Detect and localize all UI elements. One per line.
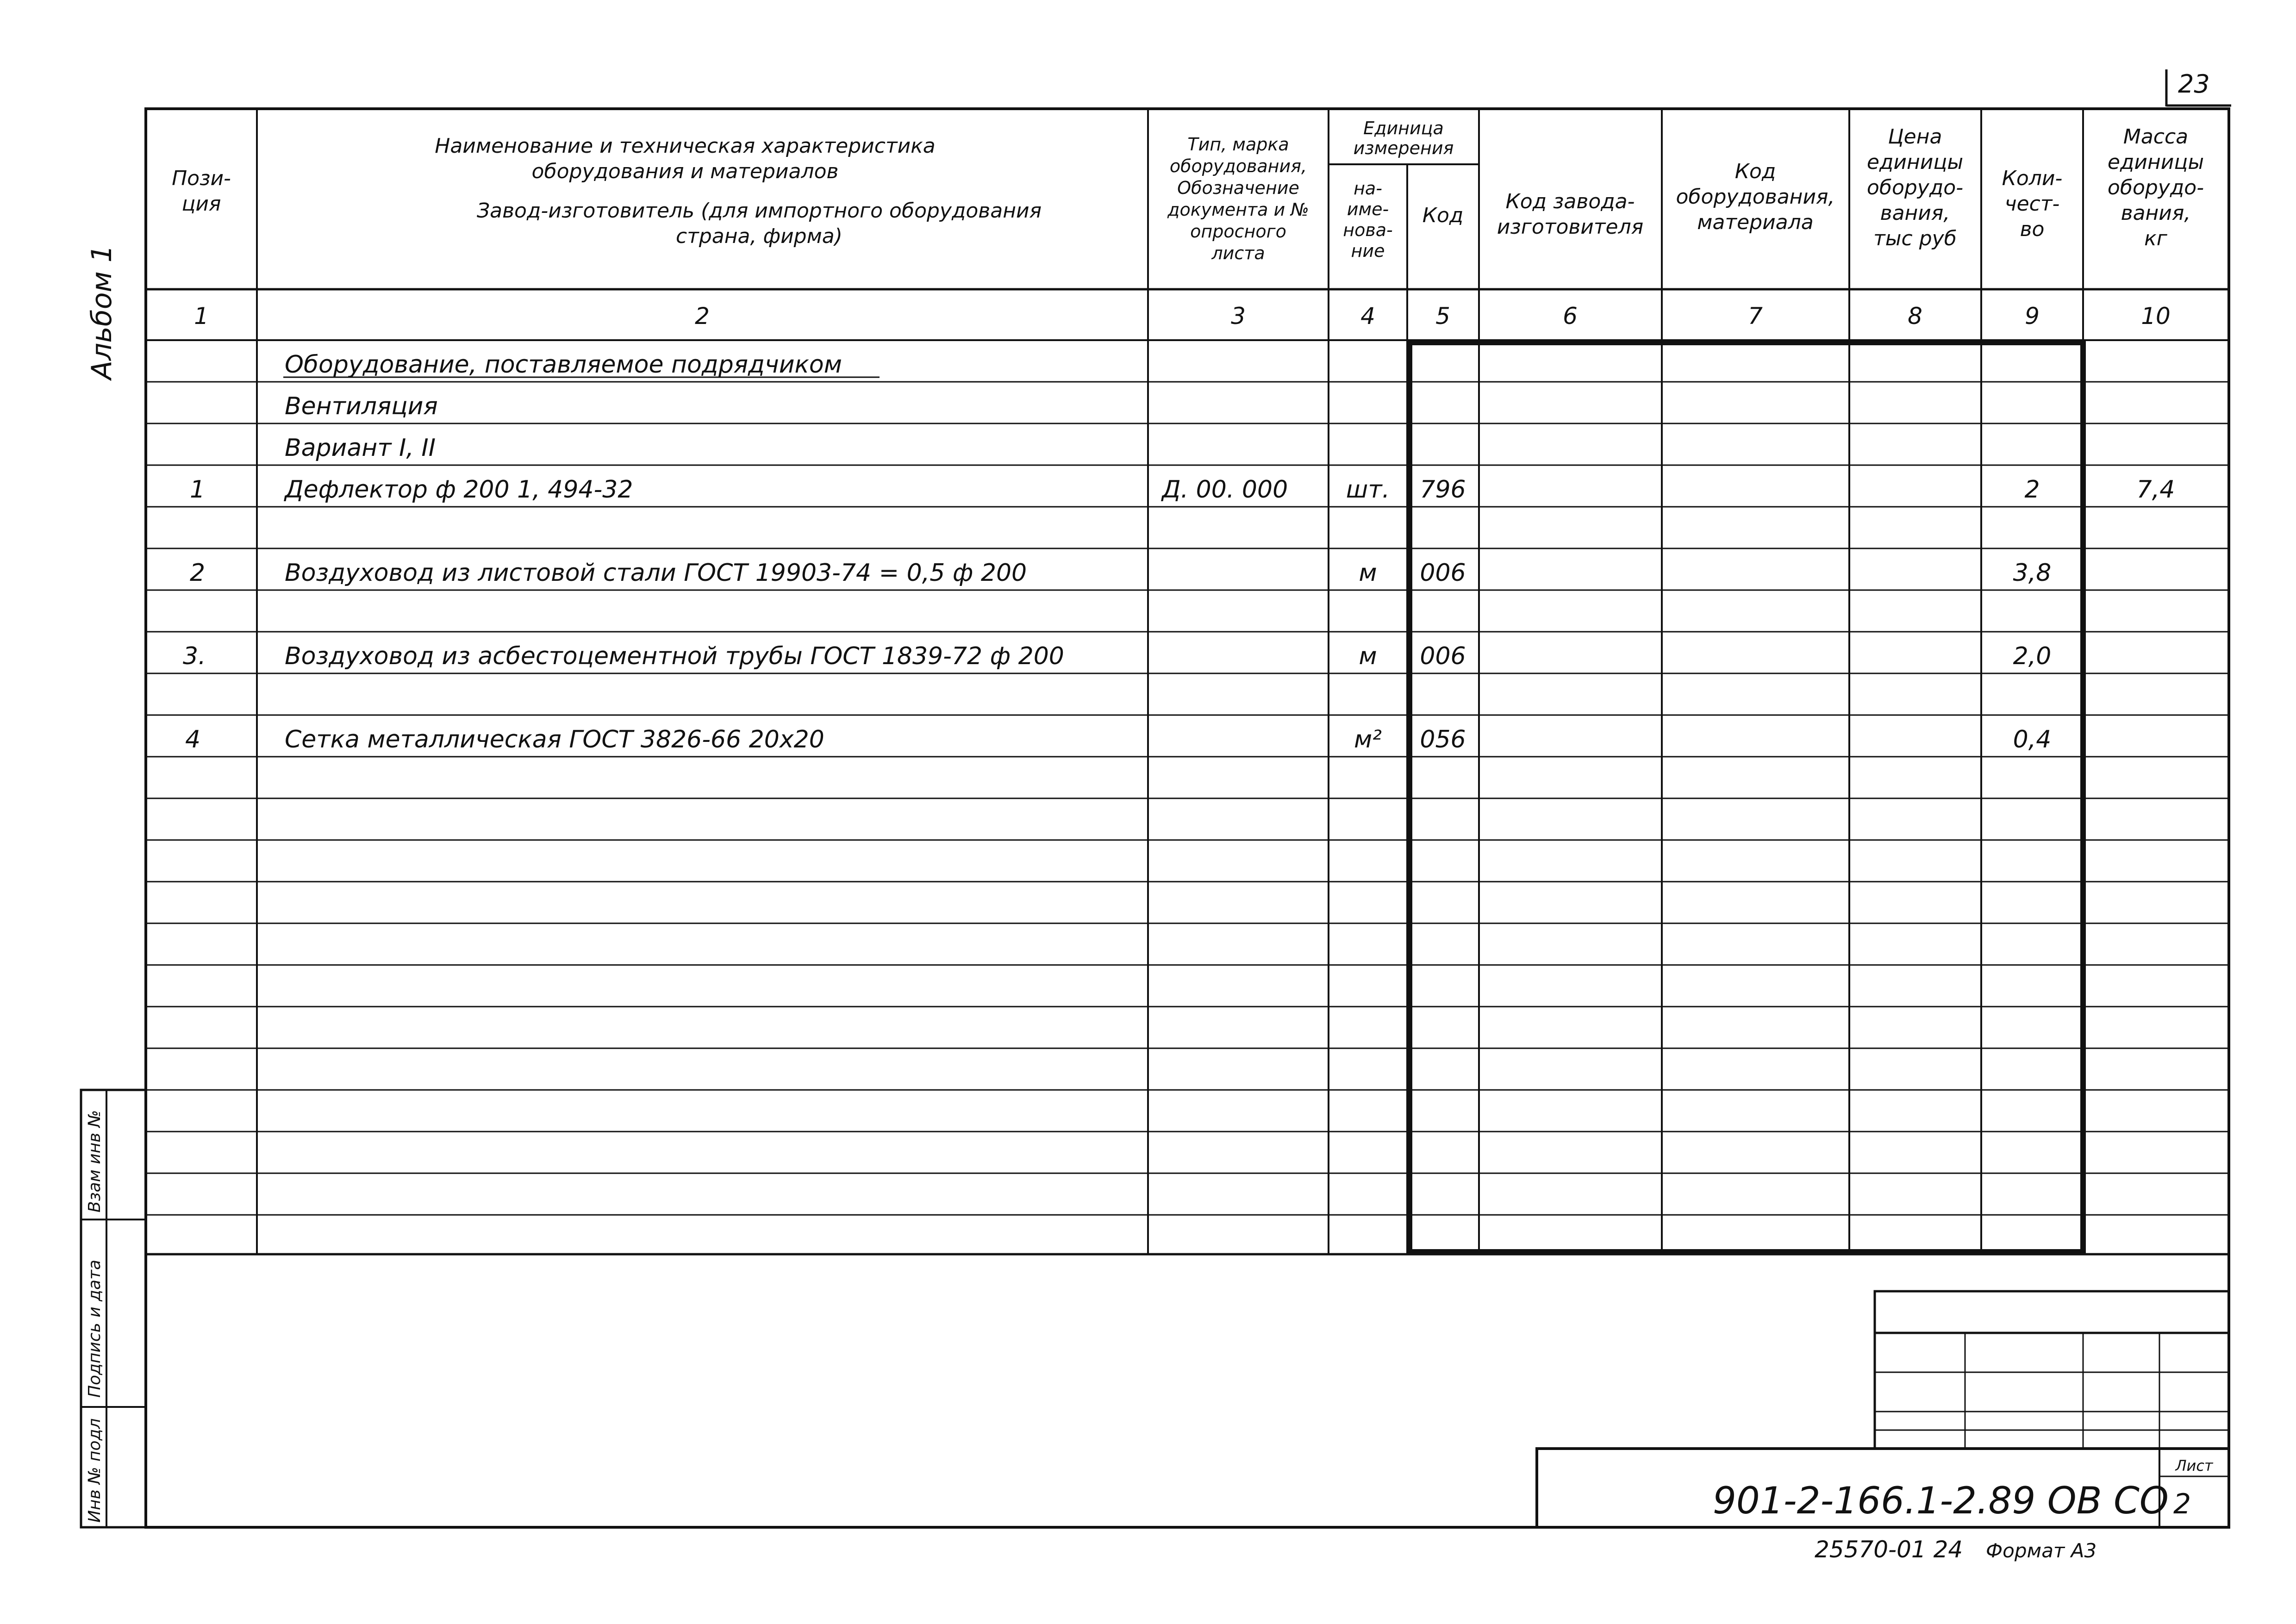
header-unit-group-2: измерения <box>1353 138 1454 158</box>
table-row-pos: 3. <box>183 642 206 670</box>
header-name-1: Наименование и техническая характеристика <box>435 134 936 158</box>
header-unit-group-1: Единица <box>1363 118 1444 138</box>
header-type-6: листа <box>1211 243 1265 263</box>
header-unit-name-1: на- <box>1354 178 1382 199</box>
header-unit-name-4: ние <box>1351 241 1385 261</box>
document-designation: 901-2-166.1-2.89 ОВ СО <box>1713 1479 2169 1522</box>
header-price-5: тыс руб <box>1873 227 1957 250</box>
stamp-original-inv: Инв № подл <box>85 1418 104 1523</box>
sheet-label: Лист <box>2175 1457 2213 1475</box>
footer-doc-number: 25570-01 24 <box>1815 1536 1963 1563</box>
header-price-1: Цена <box>1888 125 1942 149</box>
table-row-qty: 2,0 <box>2013 642 2052 670</box>
table-row-qty: 0,4 <box>2013 726 2052 753</box>
table-row-qty: 3,8 <box>2013 559 2052 587</box>
header-maker-code-1: Код завода- <box>1505 190 1635 213</box>
table-grid <box>146 382 2229 1254</box>
table-row-code: 006 <box>1420 642 1466 670</box>
table-body <box>183 351 2175 753</box>
header-price-4: вания, <box>1880 201 1950 225</box>
table-row-type: Д. 00. 000 <box>1162 476 1288 504</box>
header-mass-3: оборудо- <box>2107 176 2204 199</box>
header-mass-2: единицы <box>2107 150 2204 174</box>
header-unit-name-2: име- <box>1347 199 1389 219</box>
column-number: 5 <box>1435 303 1450 330</box>
column-number: 2 <box>695 303 710 330</box>
header-name-3: Завод-изготовитель (для импортного оборудования <box>476 199 1042 223</box>
header-type-1: Тип, марка <box>1187 134 1289 155</box>
album-label: Альбом 1 <box>86 245 118 380</box>
header-type-3: Обозначение <box>1177 178 1299 198</box>
header-type-2: оборудования, <box>1169 156 1307 176</box>
header-unit-name-3: нова- <box>1343 220 1393 240</box>
column-number: 3 <box>1231 303 1246 330</box>
table-row-pos: 4 <box>185 726 201 753</box>
table-row-unit: м² <box>1354 726 1382 753</box>
header-pos-1: Пози- <box>172 167 231 190</box>
sheet-number: 2 <box>2173 1488 2191 1520</box>
header-type-4: документа и № <box>1167 199 1309 220</box>
table-row-code: 796 <box>1420 476 1466 504</box>
header-mass-1: Масса <box>2123 125 2189 149</box>
header-equip-code-1: Код <box>1734 160 1776 183</box>
header-name-4: страна, фирма) <box>676 224 842 248</box>
footer-format: Формат А3 <box>1986 1539 2097 1562</box>
table-row-pos: 1 <box>190 476 206 504</box>
header-mass-4: вания, <box>2121 201 2191 225</box>
header-price-2: единицы <box>1866 150 1964 174</box>
table-row-qty: 2 <box>2024 476 2040 504</box>
table-row-name: Сетка металлическая ГОСТ 3826-66 20x20 <box>285 726 824 753</box>
column-number: 1 <box>194 303 209 330</box>
header-qty-3: во <box>2020 218 2045 241</box>
column-number: 4 <box>1360 303 1375 330</box>
section-heading: Оборудование, поставляемое подрядчиком <box>285 351 842 379</box>
table-row-name: Воздуховод из листовой стали ГОСТ 19903-74 = 0,5 ф 200 <box>285 559 1027 587</box>
header-name-2: оборудования и материалов <box>531 160 839 183</box>
header-pos-2: ция <box>181 192 221 216</box>
column-number: 8 <box>1908 303 1922 330</box>
header-qty-1: Коли- <box>2002 167 2063 190</box>
table-row-unit: м <box>1359 559 1377 587</box>
column-number-row <box>194 303 2171 330</box>
variant-label: Вариант I, II <box>285 434 436 462</box>
table-row-unit: шт. <box>1346 476 1390 504</box>
header-type-5: опросного <box>1190 221 1286 242</box>
table-header <box>172 118 2204 263</box>
stamp-replaced-inv: Взам инв № <box>85 1110 104 1213</box>
column-number: 6 <box>1563 303 1578 330</box>
stamp-signature-date: Подпись и дата <box>85 1259 104 1398</box>
table-row-code: 006 <box>1420 559 1466 587</box>
header-qty-2: чест- <box>2004 192 2060 216</box>
header-unit-code: Код <box>1422 204 1464 227</box>
table-row-name: Дефлектор ф 200 1, 494-32 <box>285 476 633 504</box>
table-row-unit: м <box>1359 642 1377 670</box>
column-number: 9 <box>2025 303 2040 330</box>
table-row-name: Воздуховод из асбестоцементной трубы ГОСТ 1839-72 ф 200 <box>285 642 1064 670</box>
table-row-pos: 2 <box>190 559 206 587</box>
subsection-heading: Вентиляция <box>285 392 438 420</box>
header-mass-5: кг <box>2144 227 2167 250</box>
table-row-code: 056 <box>1420 726 1466 753</box>
page-number: 23 <box>2178 69 2210 99</box>
column-number: 7 <box>1748 303 1763 330</box>
header-equip-code-3: материала <box>1697 211 1814 234</box>
side-stamp <box>81 1090 146 1527</box>
header-maker-code-2: изготовителя <box>1497 215 1644 239</box>
column-number: 10 <box>2141 303 2171 330</box>
table-row-mass: 7,4 <box>2136 476 2175 504</box>
header-price-3: оборудо- <box>1866 176 1964 199</box>
header-equip-code-2: оборудования, <box>1676 185 1835 209</box>
